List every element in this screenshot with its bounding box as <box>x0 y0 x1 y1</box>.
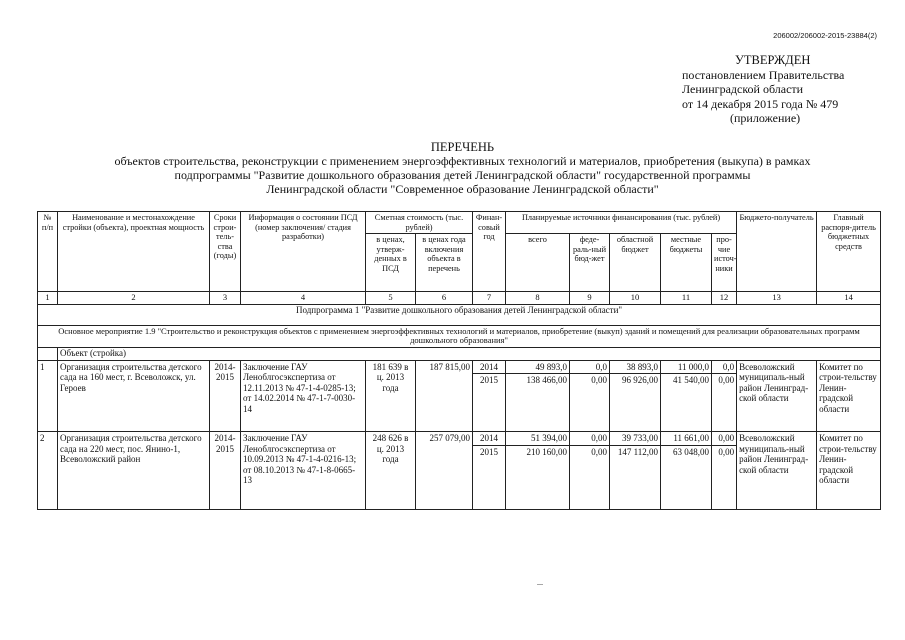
manager: Комитет по строи-тельству Ленин-градской области <box>817 360 881 432</box>
federal: 0,00 <box>570 374 610 432</box>
fin-year: 2014 <box>473 360 506 374</box>
regional: 96 926,00 <box>610 374 661 432</box>
approval-stamp <box>682 53 844 126</box>
column-number: 12 <box>712 292 737 305</box>
approval-line: от 14 декабря 2015 года № 479 <box>682 96 839 111</box>
federal: 0,00 <box>570 445 610 509</box>
title-line: объектов строительства, реконструкции с применением энергоэффективных технологий и материалов, приобретения (выкупа) в рамках <box>114 154 811 168</box>
row-number: 1 <box>38 360 58 432</box>
approval-line: (приложение) <box>730 111 801 125</box>
column-number: 8 <box>506 292 570 305</box>
build-terms: 2014-2015 <box>210 432 241 510</box>
col-header: местные бюджеты <box>661 234 712 292</box>
total: 49 893,0 <box>506 360 570 374</box>
cost-inclusion: 257 079,00 <box>416 432 473 510</box>
other: 0,00 <box>712 374 737 432</box>
fin-year: 2014 <box>473 432 506 446</box>
column-number: 14 <box>817 292 881 305</box>
col-header: феде-раль-ный бюд-жет <box>570 234 610 292</box>
measure-row <box>38 325 881 347</box>
cost-psd: 248 626 в ц. 2013 года <box>366 432 416 510</box>
col-header: Бюджето-получатель <box>737 212 817 292</box>
col-header: про-чие источ-ники <box>712 234 737 292</box>
title-heading: ПЕРЕЧЕНЬ <box>430 140 495 154</box>
approval-line: Ленинградской области <box>682 82 804 96</box>
footer-mark: ... <box>537 578 543 587</box>
column-number: 6 <box>416 292 473 305</box>
col-header: Информация о состоянии ПСД (номер заключения/ стадия разработки) <box>241 212 366 292</box>
col-header: Наименование и местонахождение стройки (объекта), проектная мощность <box>58 212 210 292</box>
column-number: 13 <box>737 292 817 305</box>
column-number: 10 <box>610 292 661 305</box>
column-number: 5 <box>366 292 416 305</box>
manager: Комитет по строи-тельству Ленин-градской области <box>817 432 881 510</box>
col-header: Главный распоря-дитель бюджетных средств <box>817 212 881 292</box>
object-name: Организация строительства детского сада на 220 мест, пос. Янино-1, Всеволожский район <box>58 432 210 510</box>
other: 0,00 <box>712 445 737 509</box>
col-header: № п/п <box>38 212 58 292</box>
col-header: в ценах, утверж-денных в ПСД <box>366 234 416 292</box>
column-number: 9 <box>570 292 610 305</box>
table-row <box>38 432 881 446</box>
title-line: Ленинградской области "Современное образование Ленинградской области" <box>266 182 659 196</box>
col-header: областной бюджет <box>610 234 661 292</box>
document-title <box>40 140 885 196</box>
col-header: Сроки строи-тель-ства (годы) <box>210 212 241 292</box>
cost-inclusion: 187 815,00 <box>416 360 473 432</box>
total: 51 394,00 <box>506 432 570 446</box>
measure-title: Основное мероприятие 1.9 "Строительство и реконструкция объектов с применением энергоэффективных технологий и материалов, приобретение (выкуп) зданий и помещений для реализации образовательных программ дошкольного образования" <box>38 325 881 347</box>
approval-line: постановлением Правительства <box>682 67 845 82</box>
subprogram-title: Подпрограмма 1 "Развитие дошкольного образования детей Ленинградской области" <box>38 304 881 325</box>
total: 138 466,00 <box>506 374 570 432</box>
recipient: Всеволожский муниципаль-ный район Ленинград-ской области <box>737 360 817 432</box>
header-row <box>38 212 881 234</box>
document-id: 206002/206002-2015-23884(2) <box>773 31 877 40</box>
regional: 38 893,0 <box>610 360 661 374</box>
title-line: подпрограммы "Развитие дошкольного образования детей Ленинградской области" государственной программы <box>174 168 751 182</box>
recipient: Всеволожский муниципаль-ный район Ленинград-ской области <box>737 432 817 510</box>
column-number: 7 <box>473 292 506 305</box>
federal: 0,0 <box>570 360 610 374</box>
subprogram-row <box>38 304 881 325</box>
table-row <box>38 360 881 374</box>
federal: 0,00 <box>570 432 610 446</box>
col-header: в ценах года включения объекта в перечень <box>416 234 473 292</box>
row-number: 2 <box>38 432 58 510</box>
col-header: Сметная стоимость (тыс. рублей) <box>366 212 473 234</box>
local: 41 540,00 <box>661 374 712 432</box>
local: 11 000,0 <box>661 360 712 374</box>
column-number-row <box>38 292 881 305</box>
build-terms: 2014-2015 <box>210 360 241 432</box>
psd-info: Заключение ГАУ Леноблгосэкспертиза от 10.09.2013 № 47-1-4-0216-13; от 08.10.2013 № 47-1-8-0665-13 <box>241 432 366 510</box>
total: 210 160,00 <box>506 445 570 509</box>
fin-year: 2015 <box>473 374 506 432</box>
regional: 147 112,00 <box>610 445 661 509</box>
regional: 39 733,00 <box>610 432 661 446</box>
column-number: 3 <box>210 292 241 305</box>
column-number: 11 <box>661 292 712 305</box>
local: 63 048,00 <box>661 445 712 509</box>
col-header: Финан-совый год <box>473 212 506 292</box>
fin-year: 2015 <box>473 445 506 509</box>
col-header: Планируемые источники финансирования (тыс. рублей) <box>506 212 737 234</box>
other: 0,0 <box>712 360 737 374</box>
psd-info: Заключение ГАУ Леноблгосэкспертиза от 12.11.2013 № 47-1-4-0285-13; от 14.02.2014 № 47-1-7-0030-14 <box>241 360 366 432</box>
column-number: 2 <box>58 292 210 305</box>
approval-line: УТВЕРЖДЕН <box>735 53 811 67</box>
object-label: Объект (стройка) <box>58 347 881 360</box>
col-header: всего <box>506 234 570 292</box>
column-number: 4 <box>241 292 366 305</box>
object-name: Организация строительства детского сада на 160 мест, г. Всеволожск, ул. Героев <box>58 360 210 432</box>
objects-table <box>37 211 881 510</box>
object-label-row <box>38 347 881 360</box>
local: 11 661,00 <box>661 432 712 446</box>
column-number: 1 <box>38 292 58 305</box>
other: 0,00 <box>712 432 737 446</box>
cost-psd: 181 639 в ц. 2013 года <box>366 360 416 432</box>
